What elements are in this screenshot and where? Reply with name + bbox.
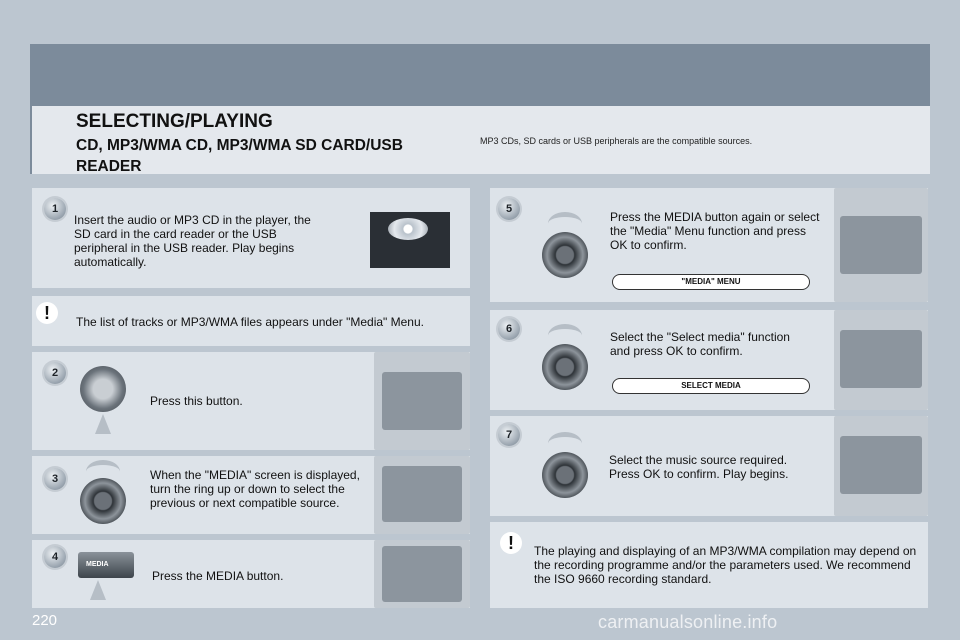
press-arrow-icon bbox=[90, 580, 106, 600]
press-arrow-icon bbox=[95, 414, 111, 434]
step-5-badge: 5 bbox=[498, 198, 520, 220]
step-6-badge: 6 bbox=[498, 318, 520, 340]
warning-icon: ! bbox=[500, 532, 522, 554]
step-2-text: Press this button. bbox=[150, 394, 243, 408]
rotary-knob-icon bbox=[542, 344, 588, 390]
step-5-panel bbox=[490, 188, 928, 302]
step-1-text: Insert the audio or MP3 CD in the player, the SD card in the card reader or the USB peripheral in the USB reader. Play begins automatically. bbox=[74, 213, 311, 269]
step-3-badge: 3 bbox=[44, 468, 66, 490]
step-4-text: Press the MEDIA button. bbox=[152, 569, 284, 583]
step-1-panel bbox=[32, 188, 470, 288]
warning-icon: ! bbox=[36, 302, 58, 324]
radio-unit-icon bbox=[840, 216, 922, 274]
compilation-note: The playing and displaying of an MP3/WMA compilation may depend on the recording programme and/or the parameters used. We recommend the ISO 9660 recording standard. bbox=[534, 544, 917, 586]
radio-panel-thumbnail bbox=[834, 188, 928, 302]
step-7-badge: 7 bbox=[498, 424, 520, 446]
select-media-label: SELECT MEDIA bbox=[612, 378, 810, 394]
step-1-badge: 1 bbox=[44, 198, 66, 220]
step-4-badge: 4 bbox=[44, 546, 66, 568]
page-subtitle: CD, MP3/WMA CD, MP3/WMA SD CARD/USB READER bbox=[76, 137, 403, 175]
step-7-text: Select the music source required. Press OK to confirm. Play begins. bbox=[609, 453, 789, 481]
radio-unit-icon bbox=[382, 372, 462, 430]
radio-panel-thumbnail bbox=[374, 540, 470, 608]
media-menu-label: "MEDIA" MENU bbox=[612, 274, 810, 290]
rotate-arrow-icon bbox=[548, 432, 582, 455]
radio-unit-icon bbox=[840, 330, 922, 388]
radio-panel-thumbnail bbox=[834, 310, 928, 410]
watermark: carmanualsonline.info bbox=[598, 612, 778, 632]
step-3-panel bbox=[32, 456, 470, 534]
step-2-panel bbox=[32, 352, 470, 450]
compilation-warning-panel bbox=[490, 522, 928, 608]
rotate-arrow-icon bbox=[548, 324, 582, 347]
rotate-arrow-icon bbox=[86, 460, 120, 483]
tracks-note: The list of tracks or MP3/WMA files appears under "Media" Menu. bbox=[76, 315, 424, 329]
rotate-arrow-icon bbox=[548, 212, 582, 235]
radio-unit-icon bbox=[382, 466, 462, 522]
cd-disc-icon bbox=[388, 218, 428, 240]
radio-unit-icon bbox=[840, 436, 922, 494]
rotary-knob-icon bbox=[80, 478, 126, 524]
menu-button-icon bbox=[80, 366, 126, 412]
step-6-text: Select the "Select media" function and press OK to confirm. bbox=[610, 330, 790, 358]
page-number: 220 bbox=[32, 612, 58, 629]
step-6-panel bbox=[490, 310, 928, 410]
radio-panel-thumbnail bbox=[834, 416, 928, 516]
radio-panel-thumbnail bbox=[374, 456, 470, 534]
step-5-text: Press the MEDIA button again or select the "Media" Menu function and press OK to confirm. bbox=[610, 210, 820, 252]
rotary-knob-icon bbox=[542, 232, 588, 278]
step-3-text: When the "MEDIA" screen is displayed, turn the ring up or down to select the previous or next compatible source. bbox=[150, 468, 360, 510]
rotary-knob-icon bbox=[542, 452, 588, 498]
page-title: SELECTING/PLAYING bbox=[76, 111, 273, 132]
compatible-sources-note: MP3 CDs, SD cards or USB peripherals are the compatible sources. bbox=[480, 136, 753, 146]
cd-player-image bbox=[370, 212, 450, 268]
tracks-warning-panel bbox=[32, 296, 470, 346]
step-7-panel bbox=[490, 416, 928, 516]
radio-unit-icon bbox=[382, 546, 462, 602]
step-2-badge: 2 bbox=[44, 362, 66, 384]
media-button-icon: MEDIA bbox=[78, 552, 134, 578]
radio-panel-thumbnail bbox=[374, 352, 470, 450]
